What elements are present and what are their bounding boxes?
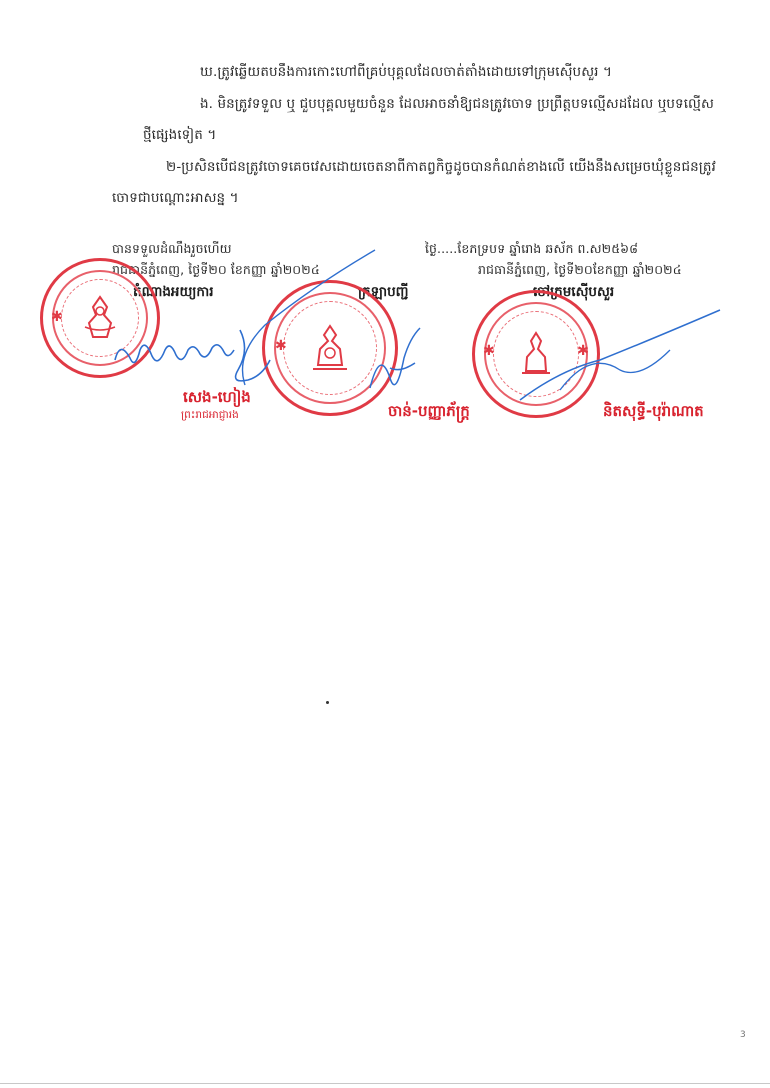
paragraph-gha: ឃ.ត្រូវឆ្លើយតបនឹងការកោះហៅពីគ្រប់បុគ្គលដែលចាត់តាំងដោយទៅក្រុមស៊ើបសួរ ។: [200, 64, 612, 80]
judge-name: និតសុទ្ធី-បុរ៉ាណាត: [603, 402, 704, 420]
right-official-seal: ✱ ✱: [472, 290, 600, 418]
page-number: 3: [740, 1030, 746, 1040]
prosecutor-role: ព្រះរាជអាជ្ញារង: [181, 409, 239, 421]
prosecutor-name: សេង-ហៀង: [183, 388, 251, 406]
left-official-seal: ✱: [40, 258, 160, 378]
clerk-title: ក្រឡាបញ្ជី: [358, 284, 409, 300]
page-bottom-edge: [0, 1083, 770, 1084]
stray-mark: [326, 701, 329, 704]
paragraph-2-line2: ចោទជាបណ្តោះអាសន្ន ។: [112, 190, 239, 206]
investigating-judge-title: ចៅក្រមស៊ើបសួរ: [533, 284, 615, 300]
right-date-line: រាជធានីភ្នំពេញ, ថ្ងៃទី២០ខែកញ្ញា ឆ្នាំ២០២៤: [478, 262, 682, 277]
received-notice: បានទទួលដំណឹងរួចហើយ: [112, 241, 232, 256]
paragraph-2-line1: ២-ប្រសិនបើជនត្រូវចោទគេចវេសដោយចេតនាពីកាតព្វកិច្ចដូចបានកំណត់ខាងលើ យើងនឹងសម្រេចឃុំខ្លួនជនត្រូវ: [166, 159, 716, 175]
clerk-name: ចាន់-បញ្ញាភ័ក្ត្រ: [388, 402, 470, 420]
prosecutor-rep-title: តំណាងអយ្យការ: [133, 284, 214, 300]
middle-official-seal: ✱: [262, 280, 398, 416]
paragraph-nga-line1: ង. មិនត្រូវទទួល ឬ ជួបបុគ្គលមួយចំនួន ដែលអាចនាំឱ្យជនត្រូវចោទ ប្រព្រឹត្តបទល្មើសដដែល ឬបទល្មើស: [200, 96, 714, 112]
paragraph-nga-line2: ថ្មីផ្សេងទៀត ។: [143, 127, 217, 143]
clerk-signature: [360, 318, 430, 408]
judge-signature: [500, 300, 730, 410]
lunar-date-line: ថ្ងៃ.....ខែភទ្របទ ឆ្នាំរោង ឆស័ក ព.ស២៥៦៨: [425, 241, 639, 256]
left-date-line: រាជធានីភ្នំពេញ, ថ្ងៃទី២០ ខែកញ្ញា ឆ្នាំ២០២៤: [112, 262, 320, 277]
